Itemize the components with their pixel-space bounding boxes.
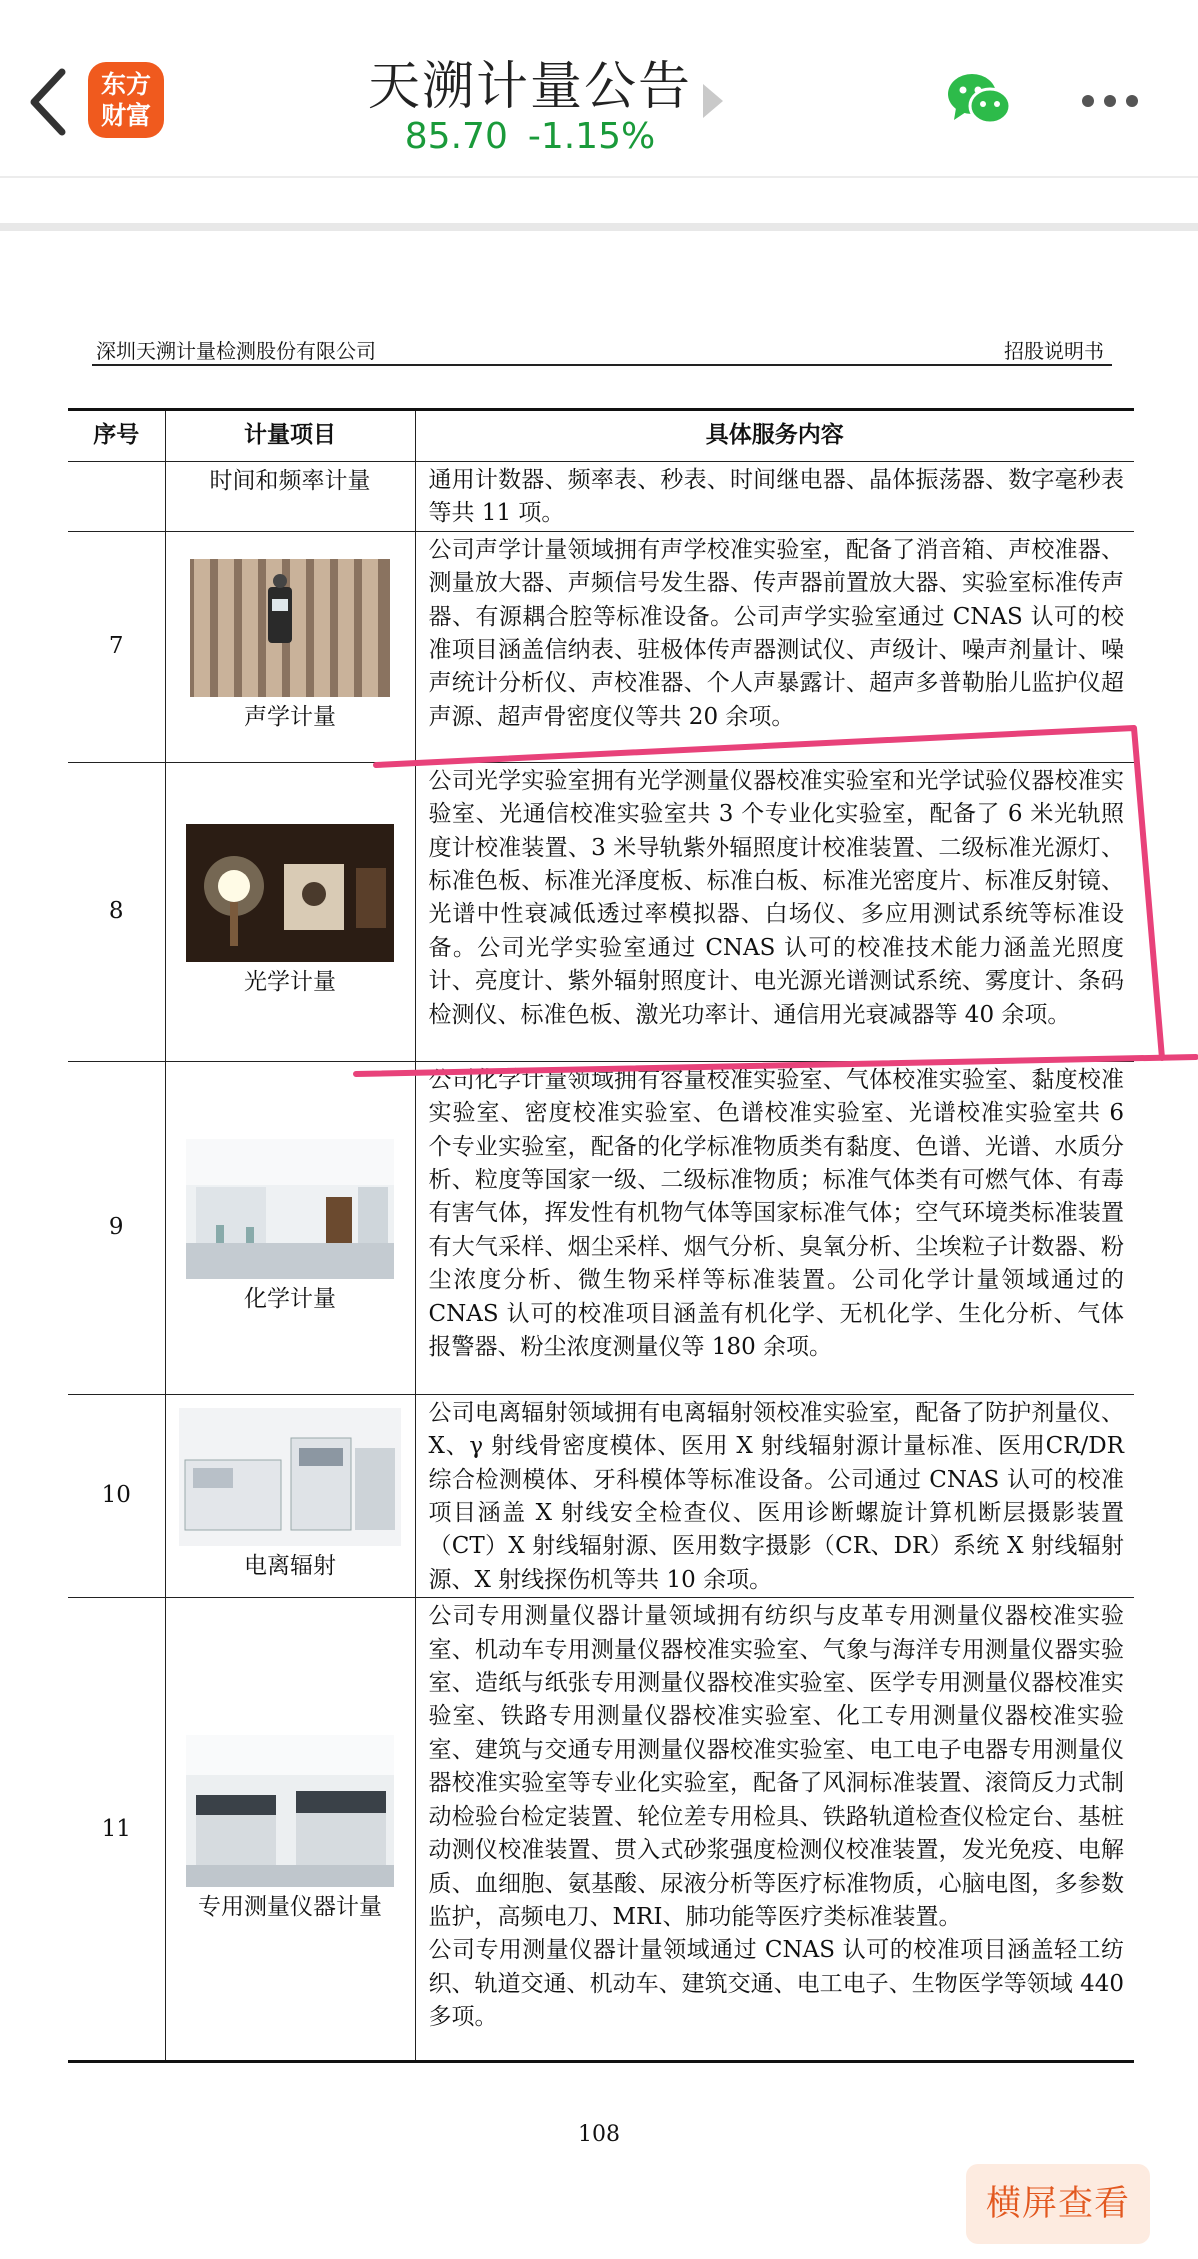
service-content: 公司光学实验室拥有光学测量仪器校准实验室和光学试验仪器校准实验室、光通信校准实验室共 3 个专业化实验室，配备了 6 米光轨照度计校准装置、3 米导轨紫外辐照度计校准装置、二级标准光源灯、标准色板、标准光泽度板、标准白板、标准光密度片、标准反射镜、光谱中性衰减低透过率模拟器、白场仪、多应用测试系统等标准设备。公司光学实验室通过 CNAS 认可的校准技术能力涵盖光照度计、亮度计、紫外辐射照度计、电光源光谱测试系统、雾度计、条码检测仪、标准色板、激光功率计、通信用光衰减器等 40 余项。 — [415, 762, 1134, 1061]
service-content — [415, 1598, 1134, 2062]
more-menu-icon[interactable] — [1082, 92, 1152, 112]
table-row — [68, 1394, 1134, 1597]
page-number: 108 — [578, 2122, 620, 2147]
column-header: 具体服务内容 — [415, 410, 1134, 462]
column-header: 序号 — [68, 410, 165, 462]
service-content: 公司声学计量领域拥有声学校准实验室，配备了消音箱、声校准器、测量放大器、声频信号发生器、传声器前置放大器、实验室标准传声器、有源耦合腔等标准设备。公司声学实验室通过 CNAS 认可的校准项目涵盖信纳表、驻极体传声器测试仪、声级计、噪声剂量计、噪声统计分析仪、声校准器、个人声暴露计、超声多普勒胎儿监护仪超声源、超声骨密度仪等共 20 余项。 — [415, 531, 1134, 762]
document-type: 招股说明书 — [1004, 339, 1104, 363]
document-header — [92, 334, 1112, 366]
table-row — [68, 531, 1134, 762]
column-header: 计量项目 — [165, 410, 415, 462]
divider — [0, 176, 1198, 178]
metrology-item-label: 化学计量 — [244, 1286, 336, 1313]
row-number: 11 — [68, 1598, 165, 2062]
app-bar — [0, 0, 1198, 176]
acoustic-lab-photo — [190, 559, 390, 697]
service-content-paragraph: 公司专用测量仪器计量领域拥有纺织与皮革专用测量仪器校准实验室、机动车专用测量仪器校准实验室、气象与海洋专用测量仪器实验室、造纸与纸张专用测量仪器校准实验室、医学专用测量仪器校准实验室、铁路专用测量仪器校准实验室、化工专用测量仪器校准实验室、建筑与交通专用测量仪器校准实验室、电工电子电器专用测量仪器校准实验室等专业化实验室，配备了风洞标准装置、滚筒反力式制动检验台检定装置、轮位差专用检具、铁路轨道检查仪检定台、基桩动测仪校准装置、贯入式砂浆强度检测仪校准装置，发光免疫、电解质、血细胞、氨基酸、尿液分析等医疗标准物质，心脑电图，多参数监护，高频电刀、MRI、肺功能等医疗类标准装置。 — [428, 1603, 1124, 1930]
stock-price: 85.70 — [404, 116, 508, 157]
stock-quote — [330, 116, 730, 157]
row-number: 10 — [68, 1394, 165, 1597]
app-logo: 东方 财富 — [88, 62, 164, 138]
row-number: 7 — [68, 531, 165, 762]
metrology-item — [165, 762, 415, 1061]
service-table — [68, 408, 1134, 2063]
table-row — [68, 1598, 1134, 2062]
table-row — [68, 1061, 1134, 1394]
chemical-lab-photo — [186, 1139, 394, 1279]
metrology-item — [165, 1061, 415, 1394]
table-row — [68, 762, 1134, 1061]
metrology-item — [165, 462, 415, 532]
special-instrument-lab-photo — [186, 1735, 394, 1887]
row-number: 8 — [68, 762, 165, 1061]
back-arrow-icon[interactable] — [22, 62, 82, 142]
metrology-item-label: 电离辐射 — [244, 1553, 336, 1580]
company-name: 深圳天溯计量检测股份有限公司 — [96, 339, 376, 363]
row-number — [68, 462, 165, 532]
landscape-view-button[interactable]: 横屏查看 — [966, 2164, 1150, 2244]
service-content: 公司电离辐射领域拥有电离辐射领校准实验室，配备了防护剂量仪、X、γ 射线骨密度模体、医用 X 射线辐射源计量标准、医用CR/DR 综合检测模体、牙科模体等标准设备。公司通过 CNAS 认可的校准项目涵盖 X 射线安全检查仪、医用诊断螺旋计算机断层摄影装置（CT）X 射线辐射源、医用数字摄影（CR、DR）系统 X 射线辐射源、X 射线探伤机等共 10 余项。 — [415, 1394, 1134, 1597]
divider — [0, 223, 1198, 231]
metrology-item — [165, 1598, 415, 2062]
stock-name: 天溯计量公告 — [367, 57, 692, 117]
metrology-item — [165, 1394, 415, 1597]
metrology-item-label: 时间和频率计量 — [209, 468, 371, 494]
metrology-item — [165, 531, 415, 762]
ionizing-radiation-equipment-photo — [179, 1408, 401, 1546]
expand-arrow-icon[interactable] — [703, 84, 723, 118]
wechat-share-icon[interactable] — [944, 70, 1014, 130]
metrology-item-label: 声学计量 — [244, 704, 336, 731]
table-header-row — [68, 410, 1134, 462]
service-content: 公司化学计量领域拥有容量校准实验室、气体校准实验室、黏度校准实验室、密度校准实验室、色谱校准实验室、光谱校准实验室共 6 个专业实验室，配备的化学标准物质类有黏度、色谱、光谱、水质分析、粒度等国家一级、二级标准物质；标准气体类有可燃气体、有毒有害气体，挥发性有机物气体等国家标准气体；空气环境类标准装置有大气采样、烟尘采样、烟气分析、臭氧分析、尘埃粒子计数器、粉尘浓度分析、微生物采样等标准装置。公司化学计量领域通过的 CNAS 认可的校准项目涵盖有机化学、无机化学、生化分析、气体报警器、粉尘浓度测量仪等 180 余项。 — [415, 1061, 1134, 1394]
metrology-item-label: 专用测量仪器计量 — [198, 1893, 382, 1920]
optical-lab-photo — [186, 824, 394, 962]
metrology-item-label: 光学计量 — [244, 969, 336, 996]
row-number: 9 — [68, 1061, 165, 1394]
stock-change: -1.15% — [527, 116, 656, 157]
service-content: 通用计数器、频率表、秒表、时间继电器、晶体振荡器、数字毫秒表等共 11 项。 — [415, 462, 1134, 532]
table-row — [68, 462, 1134, 532]
service-content-paragraph: 公司专用测量仪器计量领域通过 CNAS 认可的校准项目涵盖轻工纺织、轨道交通、机动车、建筑交通、电工电子、生物医学等领域 440 多项。 — [428, 1937, 1124, 2031]
